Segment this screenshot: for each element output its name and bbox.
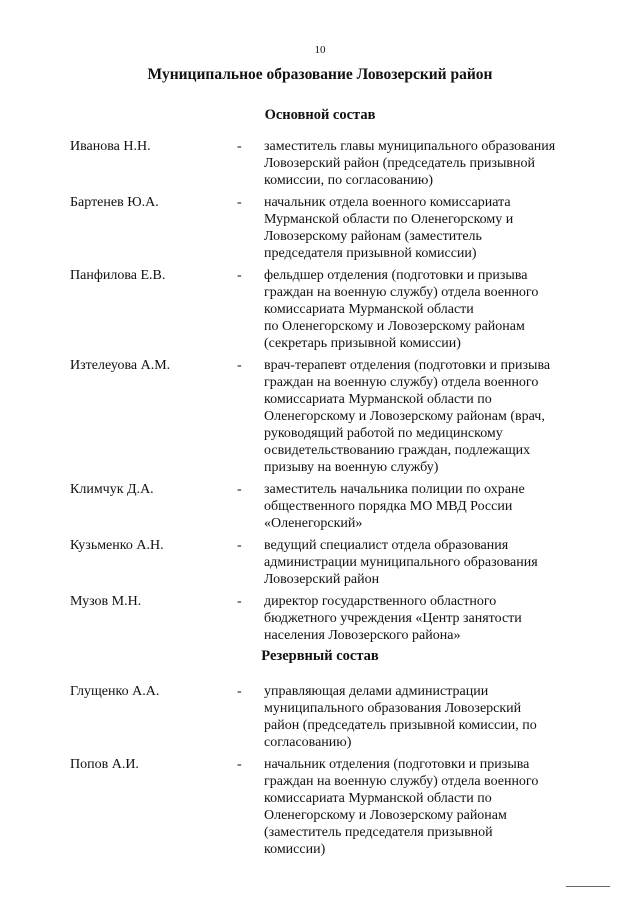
member-name: Изтелеуова А.М. <box>70 358 171 373</box>
dash-separator: - <box>237 268 242 283</box>
dash-separator: - <box>237 594 242 609</box>
member-entry <box>0 194 640 262</box>
reserve-members-list <box>0 683 640 863</box>
member-entry <box>0 756 640 858</box>
member-name: Климчук Д.А. <box>70 482 154 497</box>
member-name: Попов А.И. <box>70 757 139 772</box>
corner-scan-mark <box>566 886 610 887</box>
member-name: Панфилова Е.В. <box>70 268 166 283</box>
page-number: 10 <box>314 44 326 56</box>
member-entry <box>0 537 640 588</box>
member-role: заместитель главы муниципального образования Ловозерский район (председатель призывной комиссии, по согласованию) <box>264 139 556 188</box>
member-role: управляющая делами администрации муниципального образования Ловозерский район (председатель призывной комиссии, по согласованию) <box>264 684 537 750</box>
member-entry <box>0 683 640 751</box>
member-role: ведущий специалист отдела образования администрации муниципального образования Ловозерский район <box>264 538 538 587</box>
member-entry <box>0 138 640 189</box>
member-entry <box>0 593 640 644</box>
member-name: Иванова Н.Н. <box>70 139 151 154</box>
member-role: фельдшер отделения (подготовки и призыва граждан на военную службу) отдела военного комиссариата Мурманской области по Оленегорскому и Ловозерскому районам (секретарь призывной комиссии) <box>264 268 539 351</box>
member-entry <box>0 267 640 352</box>
member-entry <box>0 481 640 532</box>
dash-separator: - <box>237 139 242 154</box>
member-role: начальник отдела военного комиссариата Мурманской области по Оленегорскому и Ловозерскому районам (заместитель председателя призывной комиссии) <box>264 195 514 261</box>
dash-separator: - <box>237 482 242 497</box>
member-name: Музов М.Н. <box>70 594 142 609</box>
member-name: Бартенев Ю.А. <box>70 195 159 210</box>
member-role: директор государственного областного бюджетного учреждения «Центр занятости населения Ловозерского района» <box>264 594 522 643</box>
dash-separator: - <box>237 358 242 373</box>
dash-separator: - <box>237 538 242 553</box>
section-heading-main: Основной состав <box>264 107 376 123</box>
member-role: заместитель начальника полиции по охране общественного порядка МО МВД России «Оленегорский» <box>264 482 525 531</box>
main-members-list <box>0 138 640 649</box>
member-name: Кузьменко А.Н. <box>70 538 164 553</box>
member-name: Глущенко А.А. <box>70 684 160 699</box>
member-entry <box>0 357 640 476</box>
section-heading-reserve: Резервный состав <box>261 648 379 664</box>
member-role: врач-терапевт отделения (подготовки и призыва граждан на военную службу) отдела военного комиссариата Мурманской области по Оленегорскому и Ловозерскому районам (врач, руководящий работой по медицинскому освидетельствованию граждан, подлежащих призыву на военную службу) <box>264 358 551 475</box>
dash-separator: - <box>237 757 242 772</box>
member-role: начальник отделения (подготовки и призыва граждан на военную службу) отдела военного комиссариата Мурманской области по Оленегорскому и Ловозерскому районам (заместитель председателя призывной комиссии) <box>264 757 539 857</box>
dash-separator: - <box>237 195 242 210</box>
dash-separator: - <box>237 684 242 699</box>
document-title: Муниципальное образование Ловозерский район <box>147 66 493 83</box>
